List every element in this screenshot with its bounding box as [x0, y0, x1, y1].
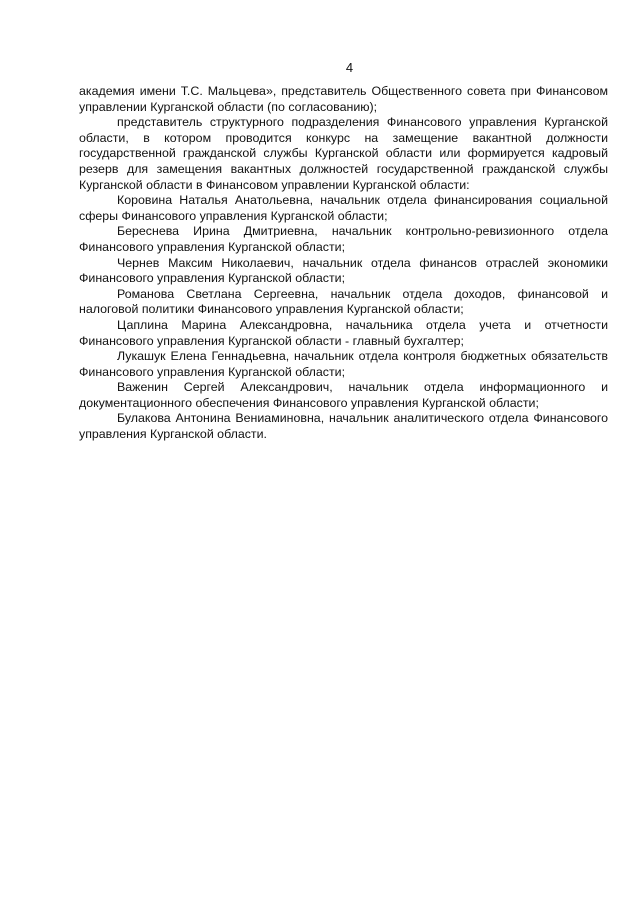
paragraph-tsaplina: Цаплина Марина Александровна, начальника отдела учета и отчетности Финансового управления Курганской области - главный бухгалтер;	[79, 317, 608, 348]
page-number: 4	[345, 60, 354, 75]
paragraph-bulakova: Булакова Антонина Вениаминовна, начальник аналитического отдела Финансового управления Курганской области.	[79, 411, 608, 442]
paragraph-structural-unit-representative: представитель структурного подразделения Финансового управления Курганской области, в котором проводится конкурс на замещение вакантной должности государственной гражданской службы Курганской области или формируется кадровый резерв для замещения вакантных должностей государственной гражданской службы Курганской области в Финансовом управлении Курганской области:	[79, 115, 608, 192]
document-body	[79, 84, 608, 443]
paragraph-chernev: Чернев Максим Николаевич, начальник отдела финансов отраслей экономики Финансового управления Курганской области;	[79, 255, 608, 286]
paragraph-romanova: Романова Светлана Сергеевна, начальник отдела доходов, финансовой и налоговой политики Финансового управления Курганской области;	[79, 286, 608, 317]
paragraph-lukashuk: Лукашук Елена Геннадьевна, начальник отдела контроля бюджетных обязательств Финансового управления Курганской области;	[79, 349, 608, 379]
paragraph-vazhenin: Важенин Сергей Александрович, начальник отдела информационного и документационного обеспечения Финансового управления Курганской области;	[79, 380, 608, 410]
paragraph-beresneva: Береснева Ирина Дмитриевна, начальник контрольно-ревизионного отдела Финансового управления Курганской области;	[79, 224, 608, 254]
paragraph-korovina: Коровина Наталья Анатольевна, начальник отдела финансирования социальной сферы Финансового управления Курганской области;	[79, 193, 608, 223]
paragraph-academy-continuation: академия имени Т.С. Мальцева», представитель Общественного совета при Финансовом управлении Курганской области (по согласованию);	[79, 84, 608, 114]
